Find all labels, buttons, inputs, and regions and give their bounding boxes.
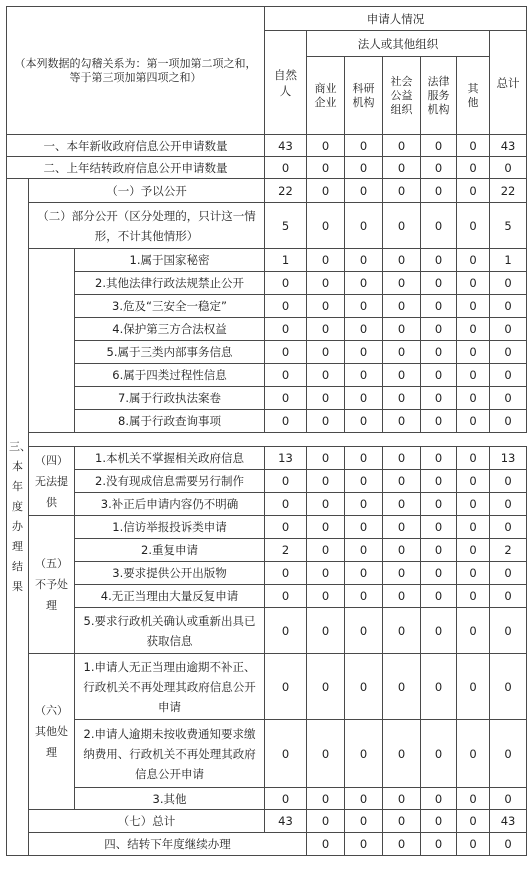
cell-value: 0 (265, 157, 307, 179)
cell-value: 0 (345, 295, 383, 318)
cell-value: 0 (383, 539, 421, 562)
cell-value: 0 (457, 470, 490, 493)
cell-value: 0 (307, 249, 345, 272)
cell-value: 0 (457, 493, 490, 516)
cell-value: 22 (265, 179, 307, 203)
spacer-row (7, 433, 527, 447)
application-stats-table (6, 6, 527, 856)
cell-value: 0 (490, 493, 527, 516)
cell-value: 0 (307, 447, 345, 470)
cell-value: 0 (421, 341, 457, 364)
cell-value: 0 (383, 833, 421, 856)
cell-value: 0 (265, 608, 307, 654)
group-4-label: （四）无法提供 (29, 447, 75, 516)
cell-value: 0 (383, 654, 421, 720)
cell-value: 0 (383, 387, 421, 410)
row-label: 3.危及“三安全一稳定” (75, 295, 265, 318)
cell-value: 43 (265, 135, 307, 157)
cell-value: 0 (345, 318, 383, 341)
row-label: 2.重复申请 (75, 539, 265, 562)
cell-value: 0 (265, 470, 307, 493)
cell-value: 13 (265, 447, 307, 470)
cell-value: 0 (383, 516, 421, 539)
cell-value: 0 (421, 585, 457, 608)
cell-value: 1 (490, 249, 527, 272)
cell-value: 0 (421, 470, 457, 493)
cell-value: 0 (307, 135, 345, 157)
cell-value: 0 (421, 249, 457, 272)
cell-value: 0 (345, 585, 383, 608)
cell-value: 0 (490, 272, 527, 295)
cell-value: 0 (307, 810, 345, 833)
header-col-welfare: 社会公益组织 (383, 57, 421, 135)
cell-value: 0 (490, 410, 527, 433)
cell-value: 0 (345, 720, 383, 788)
table-row (7, 364, 527, 387)
cell-value: 0 (345, 516, 383, 539)
row-label: 3.其他 (75, 788, 265, 810)
cell-value: 0 (307, 720, 345, 788)
cell-value: 0 (345, 788, 383, 810)
row-label: 二、上年结转政府信息公开申请数量 (7, 157, 265, 179)
cell-value: 0 (490, 516, 527, 539)
row-label: 1.本机关不掌握相关政府信息 (75, 447, 265, 470)
cell-value: 0 (265, 272, 307, 295)
cell-value: 0 (383, 272, 421, 295)
cell-value: 0 (383, 810, 421, 833)
table-row (7, 654, 527, 720)
table-row (7, 493, 527, 516)
table-row (7, 788, 527, 810)
cell-value: 0 (307, 318, 345, 341)
cell-value: 43 (265, 810, 307, 833)
table-row (7, 833, 527, 856)
row-label: 2.其他法律行政法规禁止公开 (75, 272, 265, 295)
table-row (7, 810, 527, 833)
table-row (7, 272, 527, 295)
table-row (7, 447, 527, 470)
cell-value: 0 (307, 364, 345, 387)
row-label: （二）部分公开（区分处理的，只计这一情形，不计其他情形） (29, 203, 265, 249)
cell-value: 0 (383, 249, 421, 272)
cell-value: 0 (345, 493, 383, 516)
cell-value: 0 (457, 203, 490, 249)
cell-value: 0 (383, 788, 421, 810)
cell-value: 0 (265, 387, 307, 410)
cell-value: 0 (345, 203, 383, 249)
cell-value: 0 (307, 833, 345, 856)
cell-value: 0 (307, 493, 345, 516)
cell-value: 0 (265, 788, 307, 810)
cell-value: 0 (307, 608, 345, 654)
cell-value: 0 (345, 539, 383, 562)
cell-value: 0 (421, 788, 457, 810)
cell-value: 0 (345, 387, 383, 410)
cell-value: 0 (457, 410, 490, 433)
cell-value: 0 (457, 135, 490, 157)
cell-value: 0 (490, 318, 527, 341)
cell-value: 0 (383, 179, 421, 203)
header-col-legal-service: 法律服务机构 (421, 57, 457, 135)
cell-value: 0 (421, 539, 457, 562)
header-col-other: 其他 (457, 57, 490, 135)
cell-value: 0 (345, 249, 383, 272)
cell-value: 0 (265, 364, 307, 387)
cell-value: 0 (421, 516, 457, 539)
cell-value: 0 (421, 364, 457, 387)
table-row (7, 562, 527, 585)
cell-value: 0 (383, 295, 421, 318)
cell-value: 0 (265, 720, 307, 788)
cell-value: 0 (457, 539, 490, 562)
cell-value: 0 (383, 447, 421, 470)
row-label: 2.没有现成信息需要另行制作 (75, 470, 265, 493)
section-3-label: 三、本年度办理结果 (7, 179, 29, 856)
header-col-research: 科研机构 (345, 57, 383, 135)
cell-value: 0 (345, 810, 383, 833)
cell-value: 0 (457, 788, 490, 810)
row-label: 6.属于四类过程性信息 (75, 364, 265, 387)
cell-value: 0 (265, 318, 307, 341)
table-row (7, 179, 527, 203)
cell-value: 0 (421, 720, 457, 788)
header-note: （本列数据的勾稽关系为：第一项加第二项之和，等于第三项加第四项之和） (7, 7, 265, 135)
cell-value: 0 (490, 295, 527, 318)
table-row (7, 410, 527, 433)
row-label: （七）总计 (29, 810, 265, 833)
cell-value: 0 (457, 447, 490, 470)
table-row (7, 585, 527, 608)
cell-value: 0 (421, 410, 457, 433)
cell-value: 5 (265, 203, 307, 249)
cell-value: 0 (421, 157, 457, 179)
cell-value: 0 (457, 272, 490, 295)
cell-value: 0 (265, 295, 307, 318)
header-col-business: 商业企业 (307, 57, 345, 135)
cell-value: 0 (265, 341, 307, 364)
cell-value: 0 (457, 654, 490, 720)
cell-value: 0 (490, 341, 527, 364)
cell-value: 0 (383, 493, 421, 516)
cell-value: 0 (265, 410, 307, 433)
cell-value: 0 (265, 562, 307, 585)
cell-value: 2 (265, 539, 307, 562)
cell-value: 0 (345, 470, 383, 493)
group-3-label (29, 249, 75, 433)
table-row (7, 387, 527, 410)
cell-value: 0 (383, 585, 421, 608)
cell-value: 0 (421, 608, 457, 654)
cell-value: 0 (421, 654, 457, 720)
table-row (7, 135, 527, 157)
row-label: 1.属于国家秘密 (75, 249, 265, 272)
cell-value: 0 (421, 447, 457, 470)
cell-value: 0 (421, 179, 457, 203)
cell-value: 0 (421, 295, 457, 318)
cell-value: 0 (383, 364, 421, 387)
cell-value: 0 (307, 341, 345, 364)
cell-value: 0 (421, 135, 457, 157)
group-5-label: （五）不予处理 (29, 516, 75, 654)
cell-value: 0 (490, 788, 527, 810)
cell-value: 0 (457, 720, 490, 788)
cell-value: 0 (307, 295, 345, 318)
spacer-cell (29, 433, 527, 447)
cell-value: 0 (421, 493, 457, 516)
cell-value: 0 (307, 539, 345, 562)
cell-value: 0 (307, 585, 345, 608)
cell-value: 0 (345, 135, 383, 157)
table-row (7, 539, 527, 562)
cell-value: 0 (345, 562, 383, 585)
cell-value: 0 (490, 608, 527, 654)
table-row (7, 295, 527, 318)
cell-value: 0 (383, 157, 421, 179)
row-label: 7.属于行政执法案卷 (75, 387, 265, 410)
cell-value: 0 (307, 272, 345, 295)
row-label: 8.属于行政查询事项 (75, 410, 265, 433)
cell-value: 0 (345, 364, 383, 387)
cell-value: 0 (490, 585, 527, 608)
row-label: 4.无正当理由大量反复申请 (75, 585, 265, 608)
cell-value: 0 (490, 833, 527, 856)
row-label: （一）予以公开 (29, 179, 265, 203)
group-6-label: （六）其他处理 (29, 654, 75, 810)
cell-value: 0 (421, 272, 457, 295)
cell-value: 0 (307, 179, 345, 203)
table-row (7, 720, 527, 788)
cell-value: 0 (265, 585, 307, 608)
cell-value: 0 (307, 410, 345, 433)
cell-value: 0 (490, 470, 527, 493)
cell-value: 0 (490, 654, 527, 720)
cell-value: 0 (490, 562, 527, 585)
row-label: 四、结转下年度继续办理 (29, 833, 307, 856)
cell-value: 0 (265, 654, 307, 720)
cell-value: 0 (345, 447, 383, 470)
table-row (7, 249, 527, 272)
cell-value: 0 (457, 516, 490, 539)
cell-value: 43 (490, 135, 527, 157)
cell-value: 0 (421, 833, 457, 856)
row-label: 3.补正后申请内容仍不明确 (75, 493, 265, 516)
cell-value: 0 (457, 157, 490, 179)
cell-value: 13 (490, 447, 527, 470)
row-label: 2.申请人逾期未按收费通知要求缴纳费用、行政机关不再处理其政府信息公开申请 (75, 720, 265, 788)
row-label: 3.要求提供公开出版物 (75, 562, 265, 585)
cell-value: 0 (307, 562, 345, 585)
table-row (7, 608, 527, 654)
cell-value: 0 (457, 585, 490, 608)
cell-value: 0 (383, 562, 421, 585)
cell-value: 0 (383, 410, 421, 433)
cell-value: 0 (307, 203, 345, 249)
header-natural-person: 自然人 (265, 31, 307, 135)
row-label: 一、本年新收政府信息公开申请数量 (7, 135, 265, 157)
cell-value: 0 (457, 810, 490, 833)
cell-value: 0 (490, 720, 527, 788)
cell-value: 0 (345, 654, 383, 720)
cell-value: 0 (457, 179, 490, 203)
table-row (7, 318, 527, 341)
cell-value: 0 (307, 788, 345, 810)
cell-value: 0 (490, 387, 527, 410)
cell-value: 0 (457, 364, 490, 387)
row-label: 1.信访举报投诉类申请 (75, 516, 265, 539)
cell-value: 0 (265, 516, 307, 539)
cell-value: 0 (345, 608, 383, 654)
cell-value: 0 (421, 562, 457, 585)
cell-value: 0 (345, 410, 383, 433)
cell-value: 0 (345, 341, 383, 364)
cell-value: 0 (345, 179, 383, 203)
row-label: 5.要求行政机关确认或重新出具已获取信息 (75, 608, 265, 654)
cell-value: 0 (457, 833, 490, 856)
cell-value: 5 (490, 203, 527, 249)
cell-value: 0 (490, 364, 527, 387)
cell-value: 0 (457, 249, 490, 272)
table-row (7, 341, 527, 364)
cell-value: 0 (307, 387, 345, 410)
cell-value: 0 (490, 157, 527, 179)
cell-value: 0 (457, 295, 490, 318)
cell-value: 0 (383, 203, 421, 249)
cell-value: 0 (383, 318, 421, 341)
table-row (7, 470, 527, 493)
cell-value: 0 (345, 833, 383, 856)
cell-value: 0 (383, 135, 421, 157)
cell-value: 1 (265, 249, 307, 272)
table-row (7, 516, 527, 539)
cell-value: 0 (421, 810, 457, 833)
cell-value: 22 (490, 179, 527, 203)
cell-value: 0 (421, 203, 457, 249)
cell-value: 0 (457, 387, 490, 410)
header-total: 总计 (490, 31, 527, 135)
cell-value: 0 (345, 157, 383, 179)
row-label: 1.申请人无正当理由逾期不补正、行政机关不再处理其政府信息公开申请 (75, 654, 265, 720)
cell-value: 0 (383, 470, 421, 493)
cell-value: 0 (421, 318, 457, 341)
header-legal-entity: 法人或其他组织 (307, 31, 490, 57)
row-label: 5.属于三类内部事务信息 (75, 341, 265, 364)
cell-value: 0 (457, 562, 490, 585)
cell-value: 0 (265, 493, 307, 516)
cell-value: 0 (383, 720, 421, 788)
row-label: 4.保护第三方合法权益 (75, 318, 265, 341)
cell-value: 0 (457, 608, 490, 654)
cell-value: 43 (490, 810, 527, 833)
cell-value: 0 (457, 341, 490, 364)
table-row (7, 203, 527, 249)
cell-value: 2 (490, 539, 527, 562)
cell-value: 0 (383, 608, 421, 654)
cell-value: 0 (421, 387, 457, 410)
cell-value: 0 (307, 654, 345, 720)
header-applicant: 申请人情况 (265, 7, 527, 31)
cell-value: 0 (383, 341, 421, 364)
cell-value: 0 (345, 272, 383, 295)
table-row (7, 157, 527, 179)
cell-value: 0 (307, 157, 345, 179)
cell-value: 0 (307, 470, 345, 493)
cell-value: 0 (307, 516, 345, 539)
cell-value: 0 (457, 318, 490, 341)
